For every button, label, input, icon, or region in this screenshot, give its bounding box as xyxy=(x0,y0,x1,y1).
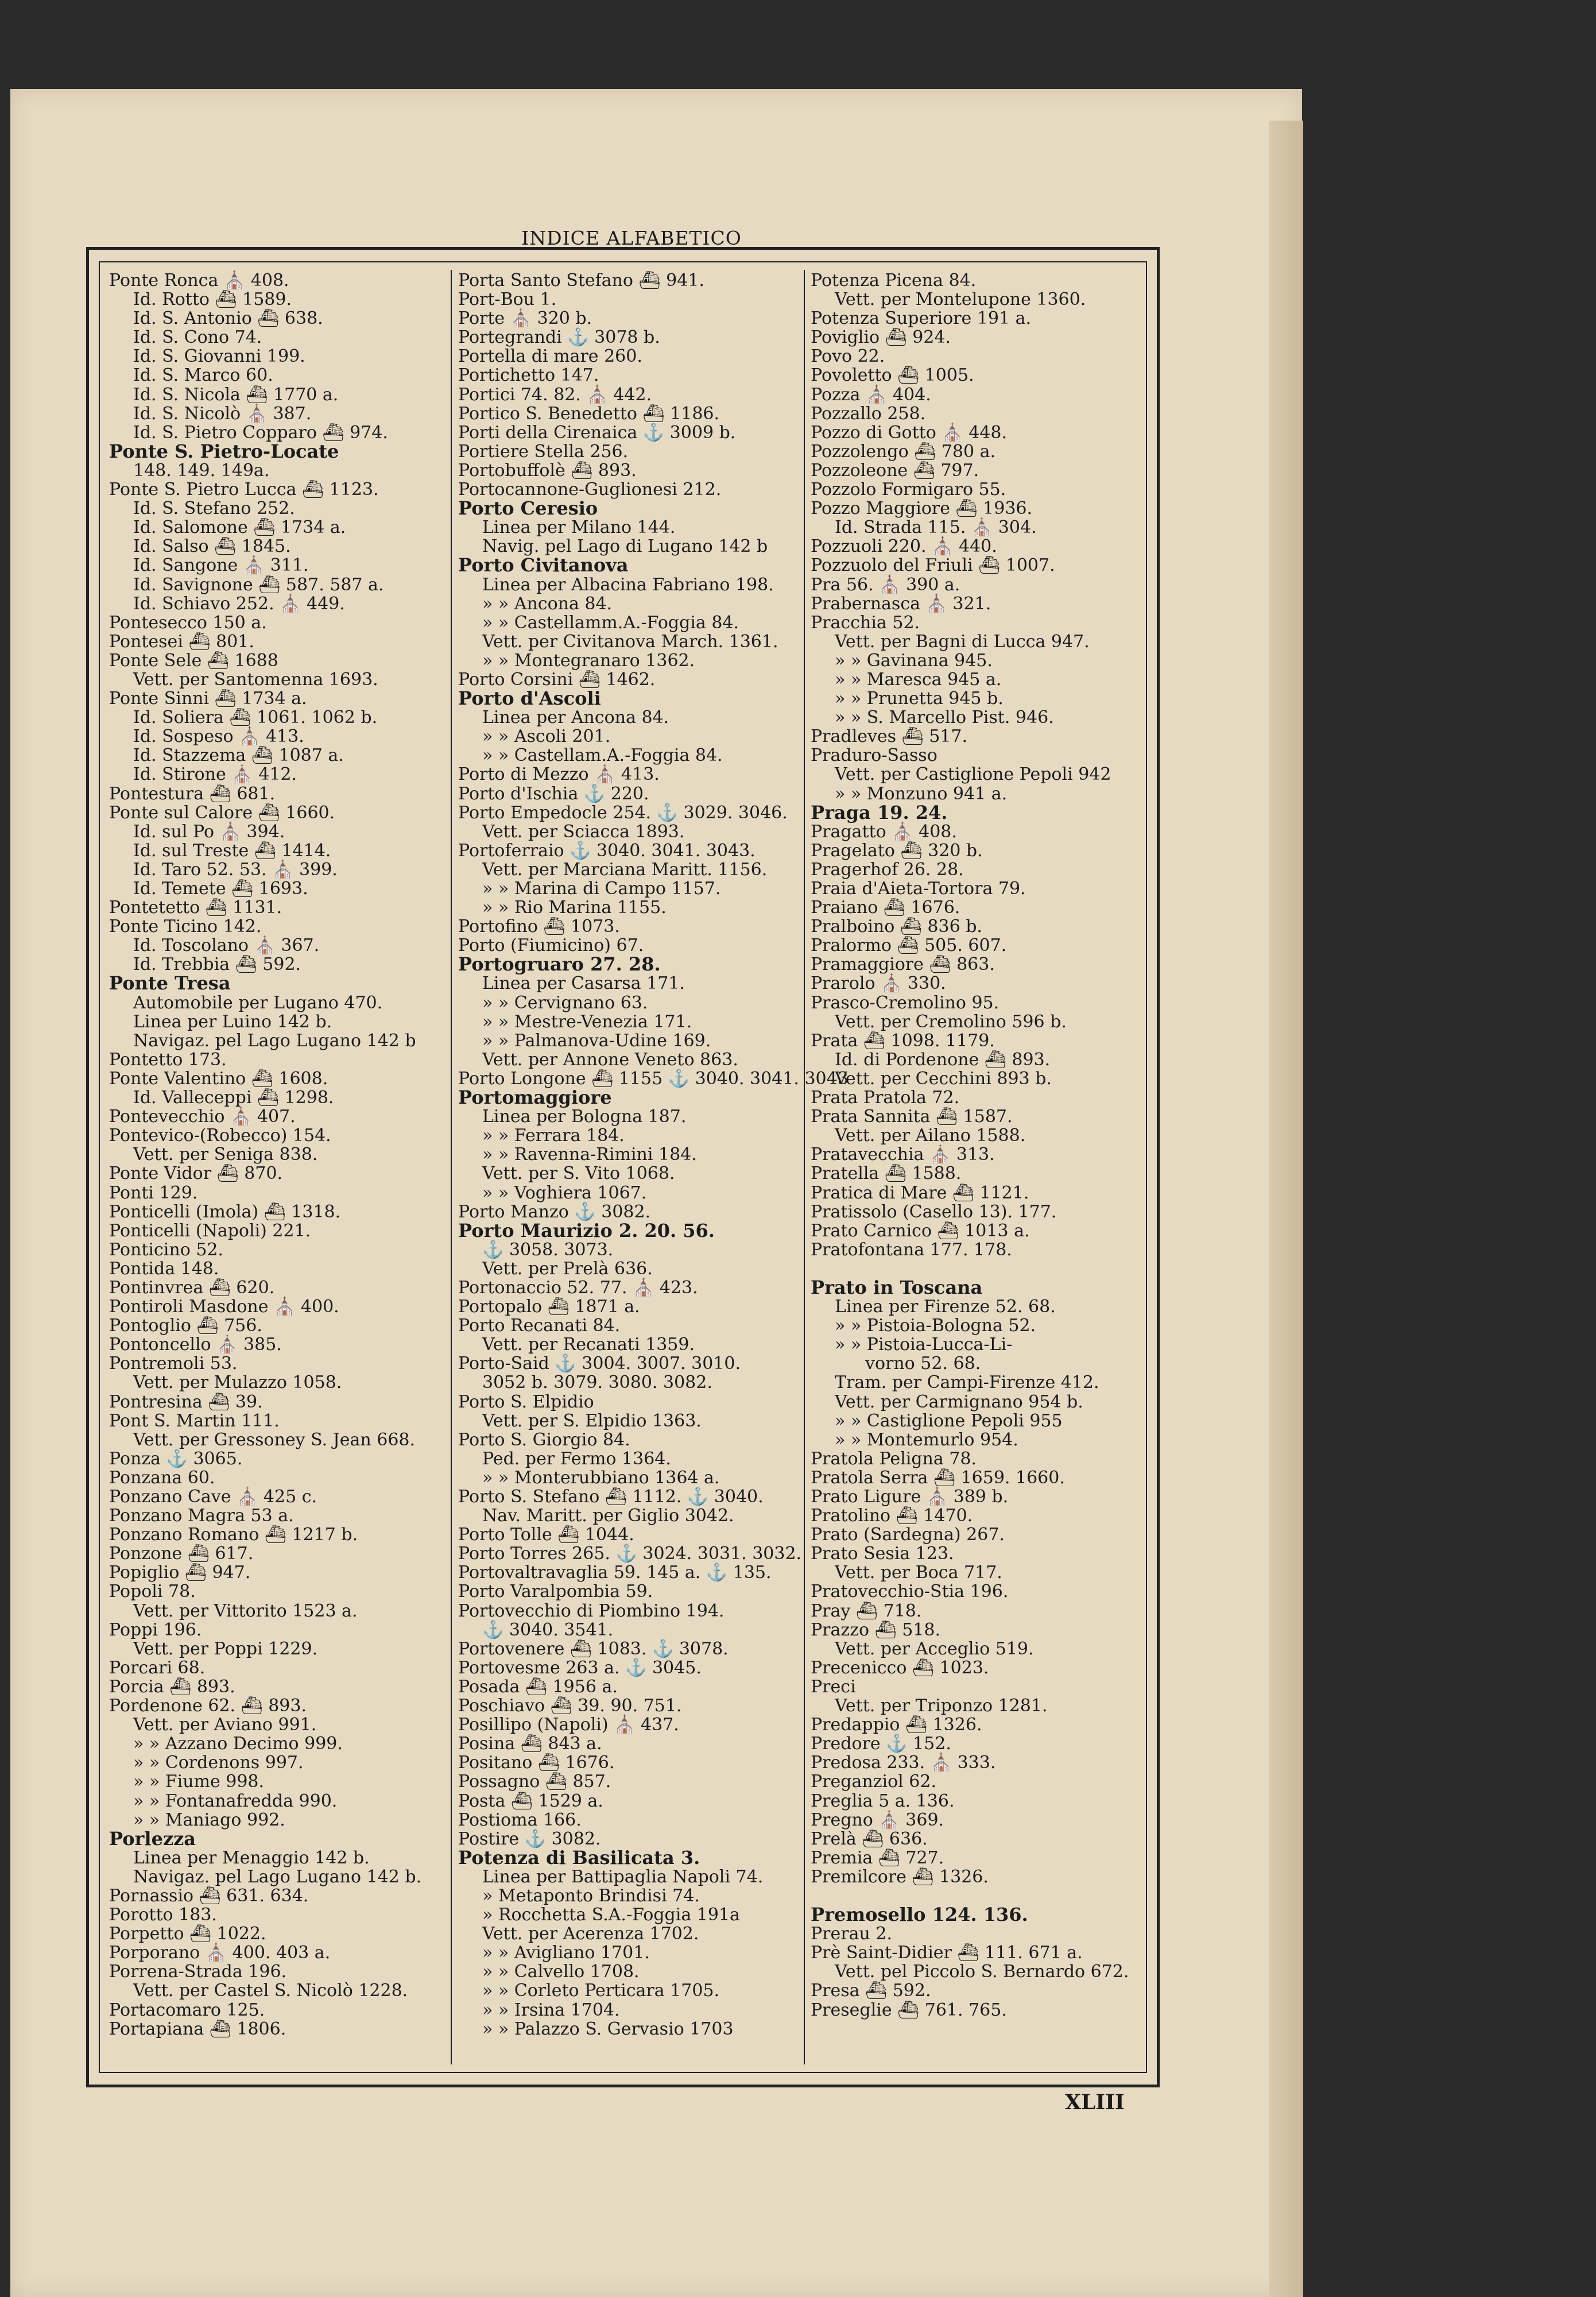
index-entry: Prè Saint-Didier ⛴ 111. 671 a. xyxy=(811,1943,1083,1963)
index-entry: Vett. per Castel S. Nicolò 1228. xyxy=(133,1981,408,2001)
index-entry: Porto Corsini ⛴ 1462. xyxy=(458,669,656,690)
index-entry: Precenicco ⛴ 1023. xyxy=(811,1657,989,1678)
index-entry: Pontestura ⛴ 681. xyxy=(109,783,276,804)
index-entry: Poviglio ⛴ 924. xyxy=(811,327,951,348)
index-entry: Pratofontana 177. 178. xyxy=(811,1239,1012,1260)
index-entry: Portella di mare 260. xyxy=(458,346,642,367)
index-entry: Ped. per Fermo 1364. xyxy=(482,1448,671,1469)
index-entry: Pozzoleone ⛴ 797. xyxy=(811,460,979,481)
index-entry: Pragatto ⛪ 408. xyxy=(811,821,957,842)
index-entry: Porto Maurizio 2. 20. 56. xyxy=(458,1219,715,1242)
index-entry: Id. sul Po ⛪ 394. xyxy=(133,821,285,842)
index-entry: Pratolino ⛴ 1470. xyxy=(811,1506,973,1526)
index-entry: Prato in Toscana xyxy=(811,1276,983,1298)
index-entry: Pontresina ⛴ 39. xyxy=(109,1391,263,1412)
index-entry: Pragerhof 26. 28. xyxy=(811,859,964,880)
index-entry: Prata Pratola 72. xyxy=(811,1088,960,1108)
index-entry: » » Fiume 998. xyxy=(133,1772,265,1792)
index-entry: Postioma 166. xyxy=(458,1809,582,1830)
index-entry: Porto-Said ⚓ 3004. 3007. 3010. xyxy=(458,1354,741,1374)
index-entry: Porcia ⛴ 893. xyxy=(109,1676,235,1697)
index-entry: Vett. per Cremolino 596 b. xyxy=(835,1011,1067,1032)
index-entry: Automobile per Lugano 470. xyxy=(133,992,383,1013)
index-entry: Pratica di Mare ⛴ 1121. xyxy=(811,1182,1029,1203)
index-entry: Vett. pel Piccolo S. Bernardo 672. xyxy=(835,1962,1129,1982)
index-entry: Portonaccio 52. 77. ⛪ 423. xyxy=(458,1277,698,1298)
index-entry: Pozzolo Formigaro 55. xyxy=(811,479,1006,500)
index-entry: Pratavecchia ⛪ 313. xyxy=(811,1144,995,1165)
index-entry: Linea per Casarsa 171. xyxy=(482,973,685,994)
index-entry: Prato (Sardegna) 267. xyxy=(811,1525,1005,1545)
index-entry: Pontinvrea ⛴ 620. xyxy=(109,1277,275,1298)
index-entry: ⚓ 3058. 3073. xyxy=(482,1239,614,1260)
index-entry: Ponte Valentino ⛴ 1608. xyxy=(109,1068,328,1089)
index-entry: Prata ⛴ 1098. 1179. xyxy=(811,1030,995,1051)
index-entry: Ponte S. Pietro Lucca ⛴ 1123. xyxy=(109,479,379,500)
index-entry: Porto Varalpombia 59. xyxy=(458,1581,653,1602)
index-entry: Pontevecchio ⛪ 407. xyxy=(109,1107,296,1127)
index-entry: Id. S. Cono 74. xyxy=(133,327,262,348)
index-entry: Ponticelli (Imola) ⛴ 1318. xyxy=(109,1201,341,1222)
index-entry: Premia ⛴ 727. xyxy=(811,1847,944,1868)
index-entry: » » Monterubbiano 1364 a. xyxy=(482,1467,720,1488)
index-entry: Id. Rotto ⛴ 1589. xyxy=(133,289,292,310)
index-entry: Portico S. Benedetto ⛴ 1186. xyxy=(458,403,720,424)
index-entry: » » S. Marcello Pist. 946. xyxy=(835,707,1054,728)
index-entry: Vett. per Acerenza 1702. xyxy=(482,1924,699,1944)
index-entry: Porto Torres 265. ⚓ 3024. 3031. 3032. xyxy=(458,1544,802,1564)
index-entry: Pontremoli 53. xyxy=(109,1354,238,1374)
index-entry: Id. S. Antonio ⛴ 638. xyxy=(133,308,323,329)
index-entry: Povoletto ⛴ 1005. xyxy=(811,365,974,386)
index-entry: Vett. per Montelupone 1360. xyxy=(835,289,1086,310)
index-entry: Vett. per Boca 717. xyxy=(835,1563,1002,1583)
index-entry: Prato Ligure ⛪ 389 b. xyxy=(811,1487,1009,1507)
index-entry: Porto Tolle ⛴ 1044. xyxy=(458,1525,634,1545)
index-entry: Ponzana 60. xyxy=(109,1467,215,1488)
index-entry: Id. S. Nicolò ⛪ 387. xyxy=(133,403,312,424)
index-entry: Pra 56. ⛪ 390 a. xyxy=(811,574,960,595)
index-entry: 148. 149. 149a. xyxy=(133,460,270,481)
index-entry: » » Castellam.A.-Foggia 84. xyxy=(482,745,723,766)
index-entry: Vett. per Prelà 636. xyxy=(482,1258,653,1279)
index-entry: Ponticelli (Napoli) 221. xyxy=(109,1220,311,1241)
index-entry: » » Cordenons 997. xyxy=(133,1753,304,1773)
index-entry: » » Pistoia-Bologna 52. xyxy=(835,1316,1036,1336)
index-entry: Linea per Battipaglia Napoli 74. xyxy=(482,1866,764,1887)
index-entry: Vett. per Recanati 1359. xyxy=(482,1335,695,1355)
index-entry: Prelà ⛴ 636. xyxy=(811,1828,928,1849)
index-entry: » Rocchetta S.A.-Foggia 191a xyxy=(482,1905,740,1925)
index-entry: Vett. per Ailano 1588. xyxy=(835,1126,1026,1146)
index-entry: Vett. per Acceglio 519. xyxy=(835,1638,1034,1659)
index-entry: Porto Empedocle 254. ⚓ 3029. 3046. xyxy=(458,802,788,823)
index-entry: Vett. per Vittorito 1523 a. xyxy=(133,1600,358,1621)
index-entry: Id. Soliera ⛴ 1061. 1062 b. xyxy=(133,707,378,728)
index-entry: Prasco-Cremolino 95. xyxy=(811,992,1000,1013)
index-entry xyxy=(811,1886,1144,1905)
index-entry: Ponza ⚓ 3065. xyxy=(109,1448,243,1469)
index-entry: Porto Ceresio xyxy=(458,497,598,520)
index-column-3 xyxy=(811,271,1144,2020)
index-entry: » » Maniago 992. xyxy=(133,1809,285,1830)
index-entry: Potenza di Basilicata 3. xyxy=(458,1846,700,1869)
index-entry: Id. S. Giovanni 199. xyxy=(133,346,305,367)
index-entry: Portacomaro 125. xyxy=(109,2000,265,2020)
index-entry: Prazzo ⛴ 518. xyxy=(811,1619,941,1640)
index-entry: Pontoglio ⛴ 756. xyxy=(109,1316,262,1336)
index-entry: Potenza Picena 84. xyxy=(811,270,977,291)
index-entry: Predore ⚓ 152. xyxy=(811,1734,951,1754)
index-entry: Pregno ⛪ 369. xyxy=(811,1809,944,1830)
index-entry: Prabernasca ⛪ 321. xyxy=(811,593,991,614)
index-entry: Posina ⛴ 843 a. xyxy=(458,1734,602,1754)
index-entry: Preglia 5 a. 136. xyxy=(811,1791,955,1811)
index-entry: Pornassio ⛴ 631. 634. xyxy=(109,1885,309,1906)
index-entry: Porotto 183. xyxy=(109,1905,217,1925)
index-entry: » » Castellamm.A.-Foggia 84. xyxy=(482,612,739,633)
index-entry: » » Pistoia-Lucca-Li- xyxy=(835,1335,1013,1355)
index-entry: Portichetto 147. xyxy=(458,365,599,386)
index-entry: Portogruaro 27. 28. xyxy=(458,953,661,976)
index-entry: » » Corleto Perticara 1705. xyxy=(482,1981,720,2001)
index-entry: Pontiroli Masdone ⛪ 400. xyxy=(109,1297,339,1317)
index-entry: Pratola Serra ⛴ 1659. 1660. xyxy=(811,1467,1065,1488)
index-entry: Ponte Vidor ⛴ 870. xyxy=(109,1163,282,1184)
index-entry: Prato Carnico ⛴ 1013 a. xyxy=(811,1220,1030,1241)
index-entry: 3052 b. 3079. 3080. 3082. xyxy=(482,1372,712,1393)
index-entry: Porte ⛪ 320 b. xyxy=(458,308,592,329)
index-entry: Portegrandi ⚓ 3078 b. xyxy=(458,327,660,348)
index-entry: Posada ⛴ 1956 a. xyxy=(458,1676,618,1697)
index-entry: Ponzano Cave ⛪ 425 c. xyxy=(109,1487,317,1507)
index-entry: Linea per Luino 142 b. xyxy=(133,1011,332,1032)
index-entry: Prerau 2. xyxy=(811,1924,892,1944)
index-entry: » » Ancona 84. xyxy=(482,593,613,614)
index-entry: Prata Sannita ⛴ 1587. xyxy=(811,1107,1013,1127)
index-entry: Portopalo ⛴ 1871 a. xyxy=(458,1297,640,1317)
index-entry: Id. Savignone ⛴ 587. 587 a. xyxy=(133,574,384,595)
index-entry: Id. di Pordenone ⛴ 893. xyxy=(835,1049,1051,1070)
index-entry: Ponzano Romano ⛴ 1217 b. xyxy=(109,1525,358,1545)
index-entry: Popiglio ⛴ 947. xyxy=(109,1563,251,1583)
index-entry: Ponte Ticino 142. xyxy=(109,917,262,937)
index-entry: » » Castiglione Pepoli 955 xyxy=(835,1410,1063,1431)
index-entry: Portovesme 263 a. ⚓ 3045. xyxy=(458,1657,702,1678)
index-entry: Id. Trebbia ⛴ 592. xyxy=(133,954,301,975)
index-entry: Praga 19. 24. xyxy=(811,801,948,823)
index-entry: » » Rio Marina 1155. xyxy=(482,898,667,918)
index-entry: Vett. per Castiglione Pepoli 942 xyxy=(835,764,1111,785)
index-entry: Predappio ⛴ 1326. xyxy=(811,1715,982,1735)
index-entry: Porto S. Elpidio xyxy=(458,1391,594,1412)
index-entry: Postire ⚓ 3082. xyxy=(458,1828,601,1849)
index-entry: » » Ravenna-Rimini 184. xyxy=(482,1144,697,1165)
index-entry: Praiano ⛴ 1676. xyxy=(811,898,960,918)
index-entry: Id. Sospeso ⛪ 413. xyxy=(133,726,304,747)
index-entry: Vett. per Mulazzo 1058. xyxy=(133,1372,342,1393)
index-entry: Porporano ⛪ 400. 403 a. xyxy=(109,1943,331,1963)
index-entry: Praduro-Sasso xyxy=(811,745,938,766)
index-entry: » » Prunetta 945 b. xyxy=(835,689,1004,709)
index-entry: » » Ascoli 201. xyxy=(482,726,611,747)
index-entry: Ponzano Magra 53 a. xyxy=(109,1506,294,1526)
index-entry: Porto di Mezzo ⛪ 413. xyxy=(458,764,660,785)
index-entry: Vett. per Sciacca 1893. xyxy=(482,821,685,842)
index-entry: Portapiana ⛴ 1806. xyxy=(109,2018,286,2039)
index-entry: » » Mestre-Venezia 171. xyxy=(482,1011,692,1032)
index-entry: » » Irsina 1704. xyxy=(482,2000,620,2020)
index-entry: Vett. per Seniga 838. xyxy=(133,1144,318,1165)
index-entry: Id. Stirone ⛪ 412. xyxy=(133,764,297,785)
index-entry: Ponte Sinni ⛴ 1734 a. xyxy=(109,689,307,709)
index-entry: Vett. per Cecchini 893 b. xyxy=(835,1068,1052,1089)
index-entry: Povo 22. xyxy=(811,346,885,367)
index-entry: Pragelato ⛴ 320 b. xyxy=(811,840,983,861)
index-entry: » » Palmanova-Udine 169. xyxy=(482,1030,711,1051)
index-entry: Premosello 124. 136. xyxy=(811,1904,1028,1926)
index-entry: Ponte Ronca ⛪ 408. xyxy=(109,270,289,291)
index-entry: Porrena-Strada 196. xyxy=(109,1962,287,1982)
index-entry: Poschiavo ⛴ 39. 90. 751. xyxy=(458,1696,682,1716)
index-entry: Id. Stazzema ⛴ 1087 a. xyxy=(133,745,344,766)
index-entry: Linea per Firenze 52. 68. xyxy=(835,1297,1056,1317)
index-entry xyxy=(811,1259,1144,1278)
index-entry: Porto Manzo ⚓ 3082. xyxy=(458,1201,651,1222)
index-entry: Ponticino 52. xyxy=(109,1239,224,1260)
index-entry: Preci xyxy=(811,1676,856,1697)
index-entry: » » Marina di Campo 1157. xyxy=(482,879,721,899)
index-entry: Posta ⛴ 1529 a. xyxy=(458,1791,603,1811)
index-entry: Nav. Maritt. per Giglio 3042. xyxy=(482,1506,734,1526)
index-column-1 xyxy=(109,271,442,2039)
index-entry: Vett. per S. Vito 1068. xyxy=(482,1163,675,1184)
index-entry: Id. Temete ⛴ 1693. xyxy=(133,879,308,899)
index-entry: Prato Sesia 123. xyxy=(811,1544,954,1564)
index-entry: Vett. per S. Elpidio 1363. xyxy=(482,1410,702,1431)
index-entry: Positano ⛴ 1676. xyxy=(458,1753,615,1773)
index-entry: Pontida 148. xyxy=(109,1258,219,1279)
index-entry: Navig. pel Lago di Lugano 142 b xyxy=(482,536,768,557)
index-entry: Linea per Menaggio 142 b. xyxy=(133,1847,370,1868)
index-entry: Portofino ⛴ 1073. xyxy=(458,917,620,937)
index-entry: Porti della Cirenaica ⚓ 3009 b. xyxy=(458,422,736,443)
index-entry: Porto Longone ⛴ 1155 ⚓ 3040. 3041. 3043 xyxy=(458,1068,849,1089)
index-entry: Id. Taro 52. 53. ⛪ 399. xyxy=(133,859,338,880)
index-entry: Vett. per Carmignano 954 b. xyxy=(835,1391,1083,1412)
index-entry: Pratissolo (Casello 13). 177. xyxy=(811,1201,1057,1222)
index-entry: Id. Toscolano ⛪ 367. xyxy=(133,935,320,956)
page-number: XLIII xyxy=(1065,2090,1125,2114)
index-entry: Porto (Fiumicino) 67. xyxy=(458,935,644,956)
index-entry: Pozzuolo del Friuli ⛴ 1007. xyxy=(811,555,1055,576)
index-entry: Linea per Ancona 84. xyxy=(482,707,669,728)
index-entry: Porto S. Stefano ⛴ 1112. ⚓ 3040. xyxy=(458,1487,764,1507)
index-entry: Porcari 68. xyxy=(109,1657,206,1678)
index-entry: Possagno ⛴ 857. xyxy=(458,1772,611,1792)
index-entry: Id. S. Nicola ⛴ 1770 a. xyxy=(133,384,339,405)
index-entry: Portovecchio di Piombino 194. xyxy=(458,1600,725,1621)
index-entry: Predosa 233. ⛪ 333. xyxy=(811,1753,996,1773)
index-entry: Presa ⛴ 592. xyxy=(811,1981,931,2001)
index-entry: Portovenere ⛴ 1083. ⚓ 3078. xyxy=(458,1638,729,1659)
column-divider xyxy=(451,270,452,2064)
index-entry: Vett. per Gressoney S. Jean 668. xyxy=(133,1429,416,1450)
index-entry: Pontesei ⛴ 801. xyxy=(109,631,254,652)
index-entry: » Metaponto Brindisi 74. xyxy=(482,1885,700,1906)
index-entry: Id. Valleceppi ⛴ 1298. xyxy=(133,1088,334,1108)
index-entry: Vett. per Bagni di Lucca 947. xyxy=(835,631,1090,652)
index-entry: Pramaggiore ⛴ 863. xyxy=(811,954,995,975)
index-entry: Pontevico-(Robecco) 154. xyxy=(109,1126,331,1146)
index-entry: Vett. per Marciana Maritt. 1156. xyxy=(482,859,768,880)
index-entry: » » Fontanafredda 990. xyxy=(133,1791,338,1811)
index-entry: » » Palazzo S. Gervasio 1703 xyxy=(482,2018,734,2039)
index-entry: » » Azzano Decimo 999. xyxy=(133,1734,343,1754)
index-entry: Pozzo Maggiore ⛴ 1936. xyxy=(811,498,1033,519)
index-entry: Id. Salomone ⛴ 1734 a. xyxy=(133,517,346,538)
index-entry: Pralormo ⛴ 505. 607. xyxy=(811,935,1007,956)
index-entry: Praia d'Aieta-Tortora 79. xyxy=(811,879,1026,899)
index-entry: » » Avigliano 1701. xyxy=(482,1943,650,1963)
index-entry: Id. Sangone ⛪ 311. xyxy=(133,555,309,576)
index-entry: Vett. per Annone Veneto 863. xyxy=(482,1049,738,1070)
index-entry: » » Montegranaro 1362. xyxy=(482,650,695,671)
page-header: INDICE ALFABETICO xyxy=(521,227,742,249)
column-divider xyxy=(804,270,805,2064)
index-entry: Ponte S. Pietro-Locate xyxy=(109,440,339,462)
index-entry: » » Voghiera 1067. xyxy=(482,1182,647,1203)
index-entry: Pontesecco 150 a. xyxy=(109,612,267,633)
index-entry: Pordenone 62. ⛴ 893. xyxy=(109,1696,307,1716)
index-entry: Pracchia 52. xyxy=(811,612,920,633)
index-entry: Navigaz. pel Lago Lugano 142 b xyxy=(133,1030,416,1051)
index-entry: Id. Salso ⛴ 1845. xyxy=(133,536,291,557)
index-entry: Tram. per Campi-Firenze 412. xyxy=(835,1372,1099,1393)
index-entry: Vett. per Santomenna 1693. xyxy=(133,669,378,690)
index-entry: Porto S. Giorgio 84. xyxy=(458,1429,630,1450)
index-entry: Ponte sul Calore ⛴ 1660. xyxy=(109,802,335,823)
index-entry: Pratola Peligna 78. xyxy=(811,1448,977,1469)
index-entry: Pontetetto ⛴ 1131. xyxy=(109,898,282,918)
index-entry: vorno 52. 68. xyxy=(865,1354,981,1374)
index-entry: Potenza Superiore 191 a. xyxy=(811,308,1032,329)
index-entry: Pontoncello ⛪ 385. xyxy=(109,1335,282,1355)
index-entry: Id. S. Pietro Copparo ⛴ 974. xyxy=(133,422,388,443)
index-entry: Id. Strada 115. ⛪ 304. xyxy=(835,517,1037,538)
index-entry: Porto d'Ischia ⚓ 220. xyxy=(458,783,649,804)
index-entry: Linea per Albacina Fabriano 198. xyxy=(482,574,774,595)
index-entry: Pralboino ⛴ 836 b. xyxy=(811,917,982,937)
index-entry: » » Monzuno 941 a. xyxy=(835,783,1008,804)
index-entry: » » Montemurlo 954. xyxy=(835,1429,1018,1450)
index-entry: Portobuffolè ⛴ 893. xyxy=(458,460,637,481)
index-entry: Portomaggiore xyxy=(458,1086,612,1109)
index-entry: » » Cervignano 63. xyxy=(482,992,648,1013)
page-edge xyxy=(1269,121,1303,2297)
index-entry: Ponte Sele ⛴ 1688 xyxy=(109,650,278,671)
index-entry: » » Maresca 945 a. xyxy=(835,669,1002,690)
index-entry: Premilcore ⛴ 1326. xyxy=(811,1866,989,1887)
index-entry: Linea per Milano 144. xyxy=(482,517,676,538)
index-entry: Ponzone ⛴ 617. xyxy=(109,1544,254,1564)
index-entry: Vett. per Civitanova March. 1361. xyxy=(482,631,778,652)
index-entry: Portocannone-Guglionesi 212. xyxy=(458,479,722,500)
index-entry: Porta Santo Stefano ⛴ 941. xyxy=(458,270,704,291)
index-entry: Pozzuoli 220. ⛪ 440. xyxy=(811,536,997,557)
index-entry: Porto Recanati 84. xyxy=(458,1316,621,1336)
index-entry: Id. Schiavo 252. ⛪ 449. xyxy=(133,593,345,614)
index-entry: Porto d'Ascoli xyxy=(458,687,601,710)
index-entry: Portovaltravaglia 59. 145 a. ⚓ 135. xyxy=(458,1563,772,1583)
index-entry: Pont S. Martin 111. xyxy=(109,1410,280,1431)
index-entry: Porlezza xyxy=(109,1827,196,1850)
index-entry: Ponte Tresa xyxy=(109,972,231,995)
index-entry: Portici 74. 82. ⛪ 442. xyxy=(458,384,652,405)
index-entry: Linea per Bologna 187. xyxy=(482,1107,687,1127)
index-entry: Poppi 196. xyxy=(109,1619,202,1640)
index-entry: Id. sul Treste ⛴ 1414. xyxy=(133,840,331,861)
index-entry: Id. S. Stefano 252. xyxy=(133,498,295,519)
index-entry: Vett. per Triponzo 1281. xyxy=(835,1696,1048,1716)
index-entry: Portoferraio ⚓ 3040. 3041. 3043. xyxy=(458,840,756,861)
index-entry: Pradleves ⛴ 517. xyxy=(811,726,968,747)
index-entry: Pozza ⛪ 404. xyxy=(811,384,931,405)
index-entry: Posillipo (Napoli) ⛪ 437. xyxy=(458,1715,679,1735)
index-entry: Port-Bou 1. xyxy=(458,289,557,310)
index-entry: Preganziol 62. xyxy=(811,1772,936,1792)
index-entry: » » Ferrara 184. xyxy=(482,1126,625,1146)
index-entry: Id. S. Marco 60. xyxy=(133,365,273,386)
index-entry: Preseglie ⛴ 761. 765. xyxy=(811,2000,1007,2020)
index-entry: Vett. per Poppi 1229. xyxy=(133,1638,318,1659)
index-entry: » » Gavinana 945. xyxy=(835,650,993,671)
index-entry: Pozzo di Gotto ⛪ 448. xyxy=(811,422,1007,443)
index-entry: Navigaz. pel Lago Lugano 142 b. xyxy=(133,1866,422,1887)
index-entry: Vett. per Aviano 991. xyxy=(133,1715,317,1735)
index-entry: Pozzallo 258. xyxy=(811,403,926,424)
index-entry: Pratovecchio-Stia 196. xyxy=(811,1581,1009,1602)
index-entry: Ponti 129. xyxy=(109,1182,198,1203)
index-entry: Porto Civitanova xyxy=(458,554,629,577)
index-entry: » » Calvello 1708. xyxy=(482,1962,640,1982)
index-entry: ⚓ 3040. 3541. xyxy=(482,1619,614,1640)
index-entry: Prarolo ⛪ 330. xyxy=(811,973,946,994)
index-entry: Popoli 78. xyxy=(109,1581,196,1602)
index-entry: Pozzolengo ⛴ 780 a. xyxy=(811,441,996,462)
index-entry: Pray ⛴ 718. xyxy=(811,1600,922,1621)
index-entry: Portiere Stella 256. xyxy=(458,441,629,462)
index-entry: Porpetto ⛴ 1022. xyxy=(109,1924,266,1944)
index-entry: Pontetto 173. xyxy=(109,1049,227,1070)
index-entry: Pratella ⛴ 1588. xyxy=(811,1163,962,1184)
